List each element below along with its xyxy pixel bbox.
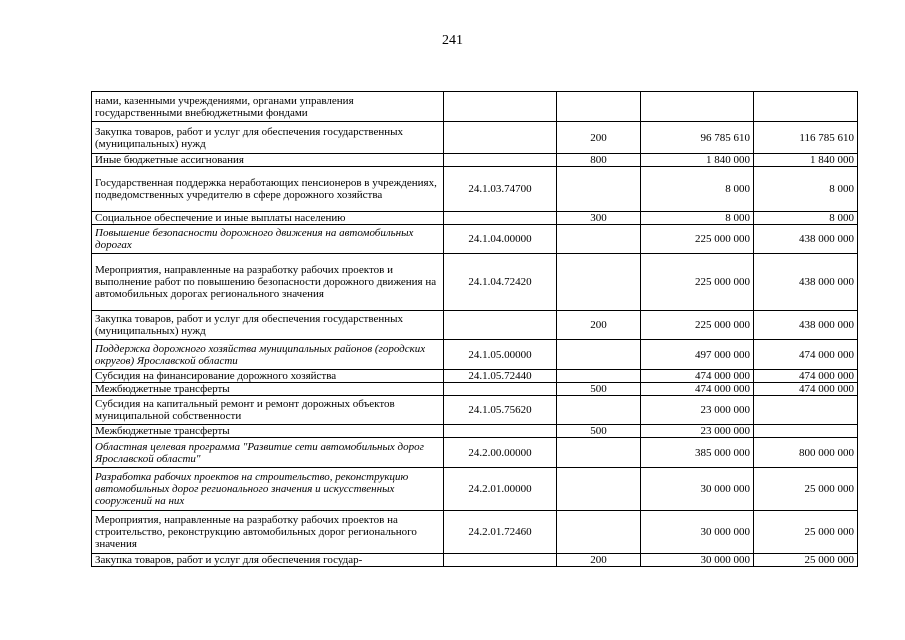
row-amount-1: 8 000 [641,167,754,212]
row-amount-2: 800 000 000 [754,438,858,468]
row-name: Иные бюджетные ассигнования [92,154,444,167]
row-amount-2: 438 000 000 [754,254,858,311]
row-code [444,425,557,438]
table-row [92,311,858,340]
row-expense-type [557,370,641,383]
row-expense-type [557,468,641,511]
row-name: Закупка товаров, работ и услуг для обеспечения государственных (муниципальных) нужд [92,122,444,154]
row-amount-1: 96 785 610 [641,122,754,154]
row-amount-2: 25 000 000 [754,511,858,554]
row-expense-type [557,396,641,425]
row-code: 24.1.03.74700 [444,167,557,212]
row-code: 24.1.05.72440 [444,370,557,383]
row-amount-2: 8 000 [754,167,858,212]
page-number: 241 [442,33,463,48]
row-name: Межбюджетные трансферты [92,383,444,396]
row-amount-1: 385 000 000 [641,438,754,468]
table-row [92,370,858,383]
table-row [92,554,858,567]
table-row [92,438,858,468]
row-code: 24.1.04.72420 [444,254,557,311]
row-name: Мероприятия, направленные на разработку рабочих проектов и выполнение работ по повышению безопасности дорожного движения на автомобильных дорогах регионального значения [92,254,444,311]
row-expense-type: 200 [557,122,641,154]
row-amount-2: 474 000 000 [754,370,858,383]
row-expense-type [557,254,641,311]
row-name: Социальное обеспечение и иные выплаты населению [92,212,444,225]
table-row [92,383,858,396]
row-code [444,212,557,225]
row-amount-2: 438 000 000 [754,311,858,340]
table-row [92,254,858,311]
row-amount-2: 1 840 000 [754,154,858,167]
row-code [444,311,557,340]
table-row [92,396,858,425]
row-name: Субсидия на капитальный ремонт и ремонт дорожных объектов муниципальной собственности [92,396,444,425]
row-name: Закупка товаров, работ и услуг для обеспечения государ- [92,554,444,567]
table-row [92,212,858,225]
row-amount-1: 497 000 000 [641,340,754,370]
row-name: Межбюджетные трансферты [92,425,444,438]
row-name: Поддержка дорожного хозяйства муниципальных районов (городских округов) Ярославской области [92,340,444,370]
row-amount-1: 23 000 000 [641,396,754,425]
row-expense-type [557,225,641,254]
table-row [92,154,858,167]
row-expense-type [557,511,641,554]
row-name: Государственная поддержка неработающих пенсионеров в учреждениях, подведомственных учредителю в сфере дорожного хозяйства [92,167,444,212]
row-amount-1: 225 000 000 [641,311,754,340]
row-amount-2: 25 000 000 [754,554,858,567]
row-amount-1: 474 000 000 [641,370,754,383]
row-amount-1: 30 000 000 [641,554,754,567]
table-row [92,122,858,154]
row-amount-1: 30 000 000 [641,511,754,554]
row-amount-2: 25 000 000 [754,468,858,511]
row-expense-type [557,438,641,468]
row-code: 24.1.04.00000 [444,225,557,254]
row-code: 24.1.05.00000 [444,340,557,370]
row-name: Закупка товаров, работ и услуг для обеспечения государственных (муниципальных) нужд [92,311,444,340]
row-amount-1: 8 000 [641,212,754,225]
row-name: Областная целевая программа "Развитие сети автомобильных дорог Ярославской области" [92,438,444,468]
row-amount-2: 438 000 000 [754,225,858,254]
row-name: нами, казенными учреждениями, органами управления государственными внебюджетными фондами [92,92,444,122]
row-expense-type [557,167,641,212]
row-expense-type: 800 [557,154,641,167]
row-name: Повышение безопасности дорожного движения на автомобильных дорогах [92,225,444,254]
row-name: Разработка рабочих проектов на строительство, реконструкцию автомобильных дорог регионального значения и искусственных сооружений на них [92,468,444,511]
row-amount-2: 116 785 610 [754,122,858,154]
row-code [444,92,557,122]
budget-table [91,91,858,567]
budget-table-body [92,92,858,567]
row-code: 24.2.01.72460 [444,511,557,554]
row-code [444,154,557,167]
row-code: 24.2.01.00000 [444,468,557,511]
row-amount-1: 225 000 000 [641,225,754,254]
row-expense-type: 200 [557,554,641,567]
row-code [444,122,557,154]
table-row [92,468,858,511]
table-row [92,340,858,370]
row-amount-1 [641,92,754,122]
row-code: 24.1.05.75620 [444,396,557,425]
row-expense-type [557,92,641,122]
table-row [92,511,858,554]
row-name: Субсидия на финансирование дорожного хозяйства [92,370,444,383]
row-code [444,554,557,567]
row-amount-1: 474 000 000 [641,383,754,396]
row-amount-1: 30 000 000 [641,468,754,511]
table-row [92,425,858,438]
row-expense-type: 500 [557,383,641,396]
row-code [444,383,557,396]
table-row [92,167,858,212]
row-amount-2 [754,425,858,438]
table-row [92,92,858,122]
row-amount-2: 474 000 000 [754,340,858,370]
row-amount-1: 1 840 000 [641,154,754,167]
row-amount-2 [754,396,858,425]
row-amount-1: 225 000 000 [641,254,754,311]
row-expense-type [557,340,641,370]
table-row [92,225,858,254]
row-amount-2: 474 000 000 [754,383,858,396]
row-expense-type: 200 [557,311,641,340]
row-name: Мероприятия, направленные на разработку рабочих проектов на строительство, реконструкцию автомобильных дорог регионального значения [92,511,444,554]
row-amount-2 [754,92,858,122]
row-code: 24.2.00.00000 [444,438,557,468]
row-expense-type: 300 [557,212,641,225]
row-amount-2: 8 000 [754,212,858,225]
row-expense-type: 500 [557,425,641,438]
row-amount-1: 23 000 000 [641,425,754,438]
